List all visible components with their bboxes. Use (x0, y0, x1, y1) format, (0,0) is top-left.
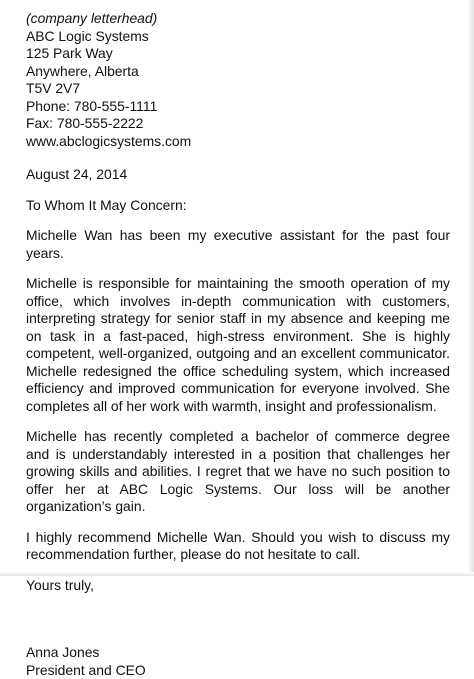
letter-date: August 24, 2014 (26, 166, 450, 184)
spacer (26, 262, 450, 275)
street-address: 125 Park Way (26, 45, 450, 63)
fax-number: Fax: 780-555-2222 (26, 115, 450, 133)
spacer (26, 516, 450, 529)
spacer (26, 214, 450, 227)
website: www.abclogicsystems.com (26, 133, 450, 151)
signature-block (26, 644, 450, 679)
spacer (26, 150, 450, 166)
letterhead (26, 10, 450, 150)
paragraph-education: Michelle has recently completed a bachelor of commerce degree and is understandably interested in a position that challenges her growing skills and abilities. I regret that we have no such position to offer her at ABC Logic Systems. Our loss will be another organization’s gain. (26, 428, 450, 516)
salutation: To Whom It May Concern: (26, 197, 450, 215)
paragraph-recommendation: I highly recommend Michelle Wan. Should you wish to discuss my recommendation further, please do not hesitate to call. (26, 529, 450, 564)
signature-space (26, 594, 450, 644)
letterhead-label: (company letterhead) (26, 10, 450, 28)
paragraph-responsibilities: Michelle is responsible for maintaining the smooth operation of my office, which involves in-depth communication with customers, interpreting strategy for senior staff in my absence and keeping me on task in a fast-paced, high-stress environment. She is highly competent, well-organized, outgoing and an excellent communicator. Michelle redesigned the office scheduling system, which increased efficiency and improved communication for everyone involved. She completes all of her work with warmth, insight and professionalism. (26, 275, 450, 415)
spacer (26, 184, 450, 197)
paragraph-intro: Michelle Wan has been my executive assistant for the past four years. (26, 227, 450, 262)
page-edge-shadow-bottom (0, 572, 474, 576)
spacer (26, 415, 450, 428)
phone-number: Phone: 780-555-1111 (26, 98, 450, 116)
closing: Yours truly, (26, 577, 450, 595)
city-province: Anywhere, Alberta (26, 63, 450, 81)
signer-title: President and CEO (26, 662, 450, 679)
recommendation-letter (26, 10, 450, 679)
signer-name: Anna Jones (26, 644, 450, 662)
page-edge-shadow (468, 0, 474, 576)
company-name: ABC Logic Systems (26, 28, 450, 46)
postal-code: T5V 2V7 (26, 80, 450, 98)
